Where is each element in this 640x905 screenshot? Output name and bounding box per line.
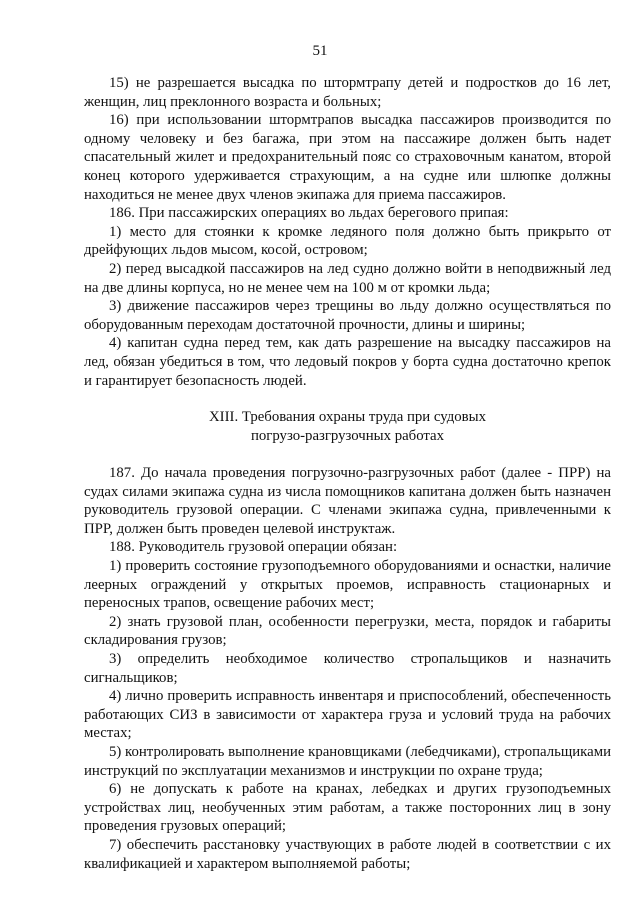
paragraph-188-item-5: 5) контролировать выполнение крановщиками (лебедчиками), стропальщиками инструкций по эксплуатации механизмов и инструкции по охране труда; [84, 744, 611, 779]
paragraph-188-item-4: 4) лично проверить исправность инвентаря и приспособлений, обеспеченность работающих СИЗ в зависимости от характера груза и условий труда на рабочих местах; [84, 688, 611, 742]
section-heading-line-2: погрузо-разгрузочных работах [250, 428, 445, 445]
paragraph-item-15: 15) не разрешается высадка по штормтрапу детей и подростков до 16 лет, женщин, лиц преклонного возраста и больных; [84, 75, 611, 110]
paragraph-186-item-1: 1) место для стоянки к кромке ледяного поля должно быть прикрыто от дрейфующих льдов мысом, косой, островом; [84, 223, 611, 259]
paragraph-188-item-7: 7) обеспечить расстановку участвующих в работе людей в соответствии с их квалификацией и характером выполняемой работы; [84, 836, 611, 872]
paragraph-186: 186. При пассажирских операциях во льдах берегового припая: [109, 205, 509, 222]
paragraph-188: 188. Руководитель грузовой операции обязан: [109, 539, 398, 556]
paragraph-186-item-3: 3) движение пассажиров через трещины во льду должно осуществляться по оборудованным переходам достаточной прочности, длины и ширины; [84, 298, 611, 333]
paragraph-188-item-1: 1) проверить состояние грузоподъемного оборудованиями и оснастки, наличие леерных ограждений у открытых проемов, исправность стационарных и переносных трапов, освещение рабочих мест; [84, 558, 611, 612]
paragraph-188-item-2: 2) знать грузовой план, особенности перегрузки, места, порядок и габариты складирования грузов; [84, 613, 611, 649]
paragraph-186-item-2: 2) перед высадкой пассажиров на лед судно должно войти в неподвижный лед на две длины корпуса, но не менее чем на 100 м от кромки льда; [84, 260, 611, 296]
paragraph-187: 187. До начала проведения погрузочно-разгрузочных работ (далее - ПРР) на судах силами экипажа судна из числа помощников капитана должен быть назначен руководитель грузовой операции. С членами экипажа судна, привлеченными к ПРР, должен быть проведен целевой инструктаж. [84, 465, 611, 537]
paragraph-186-item-4: 4) капитан судна перед тем, как дать разрешение на высадку пассажиров на лед, обязан убедиться в том, что ледовый покров у борта судна достаточно крепок и гарантирует безопасность людей. [84, 335, 611, 389]
page-number: 51 [312, 43, 328, 59]
section-heading [84, 408, 611, 446]
section-heading-line-1: XIII. Требования охраны труда при судовых [208, 409, 487, 426]
paragraph-item-16: 16) при использовании штормтрапов высадка пассажиров производится по одному человеку и без багажа, при этом на пассажире должен быть надет спасательный жилет и предохранительный пояс со страховочным канатом, второй конец которого удерживается страхующим, а на судне или шлюпке должны находиться не менее двух членов экипажа для приема пассажиров. [84, 112, 611, 203]
paragraph-188-item-3: 3) определить необходимое количество стропальщиков и назначить сигнальщиков; [84, 651, 611, 686]
document-body [84, 74, 611, 873]
paragraph-188-item-6: 6) не допускать к работе на кранах, лебедках и других грузоподъемных устройствах лиц, необученных этим работам, а также посторонних лиц в зону проведения грузовых операций; [84, 781, 611, 835]
